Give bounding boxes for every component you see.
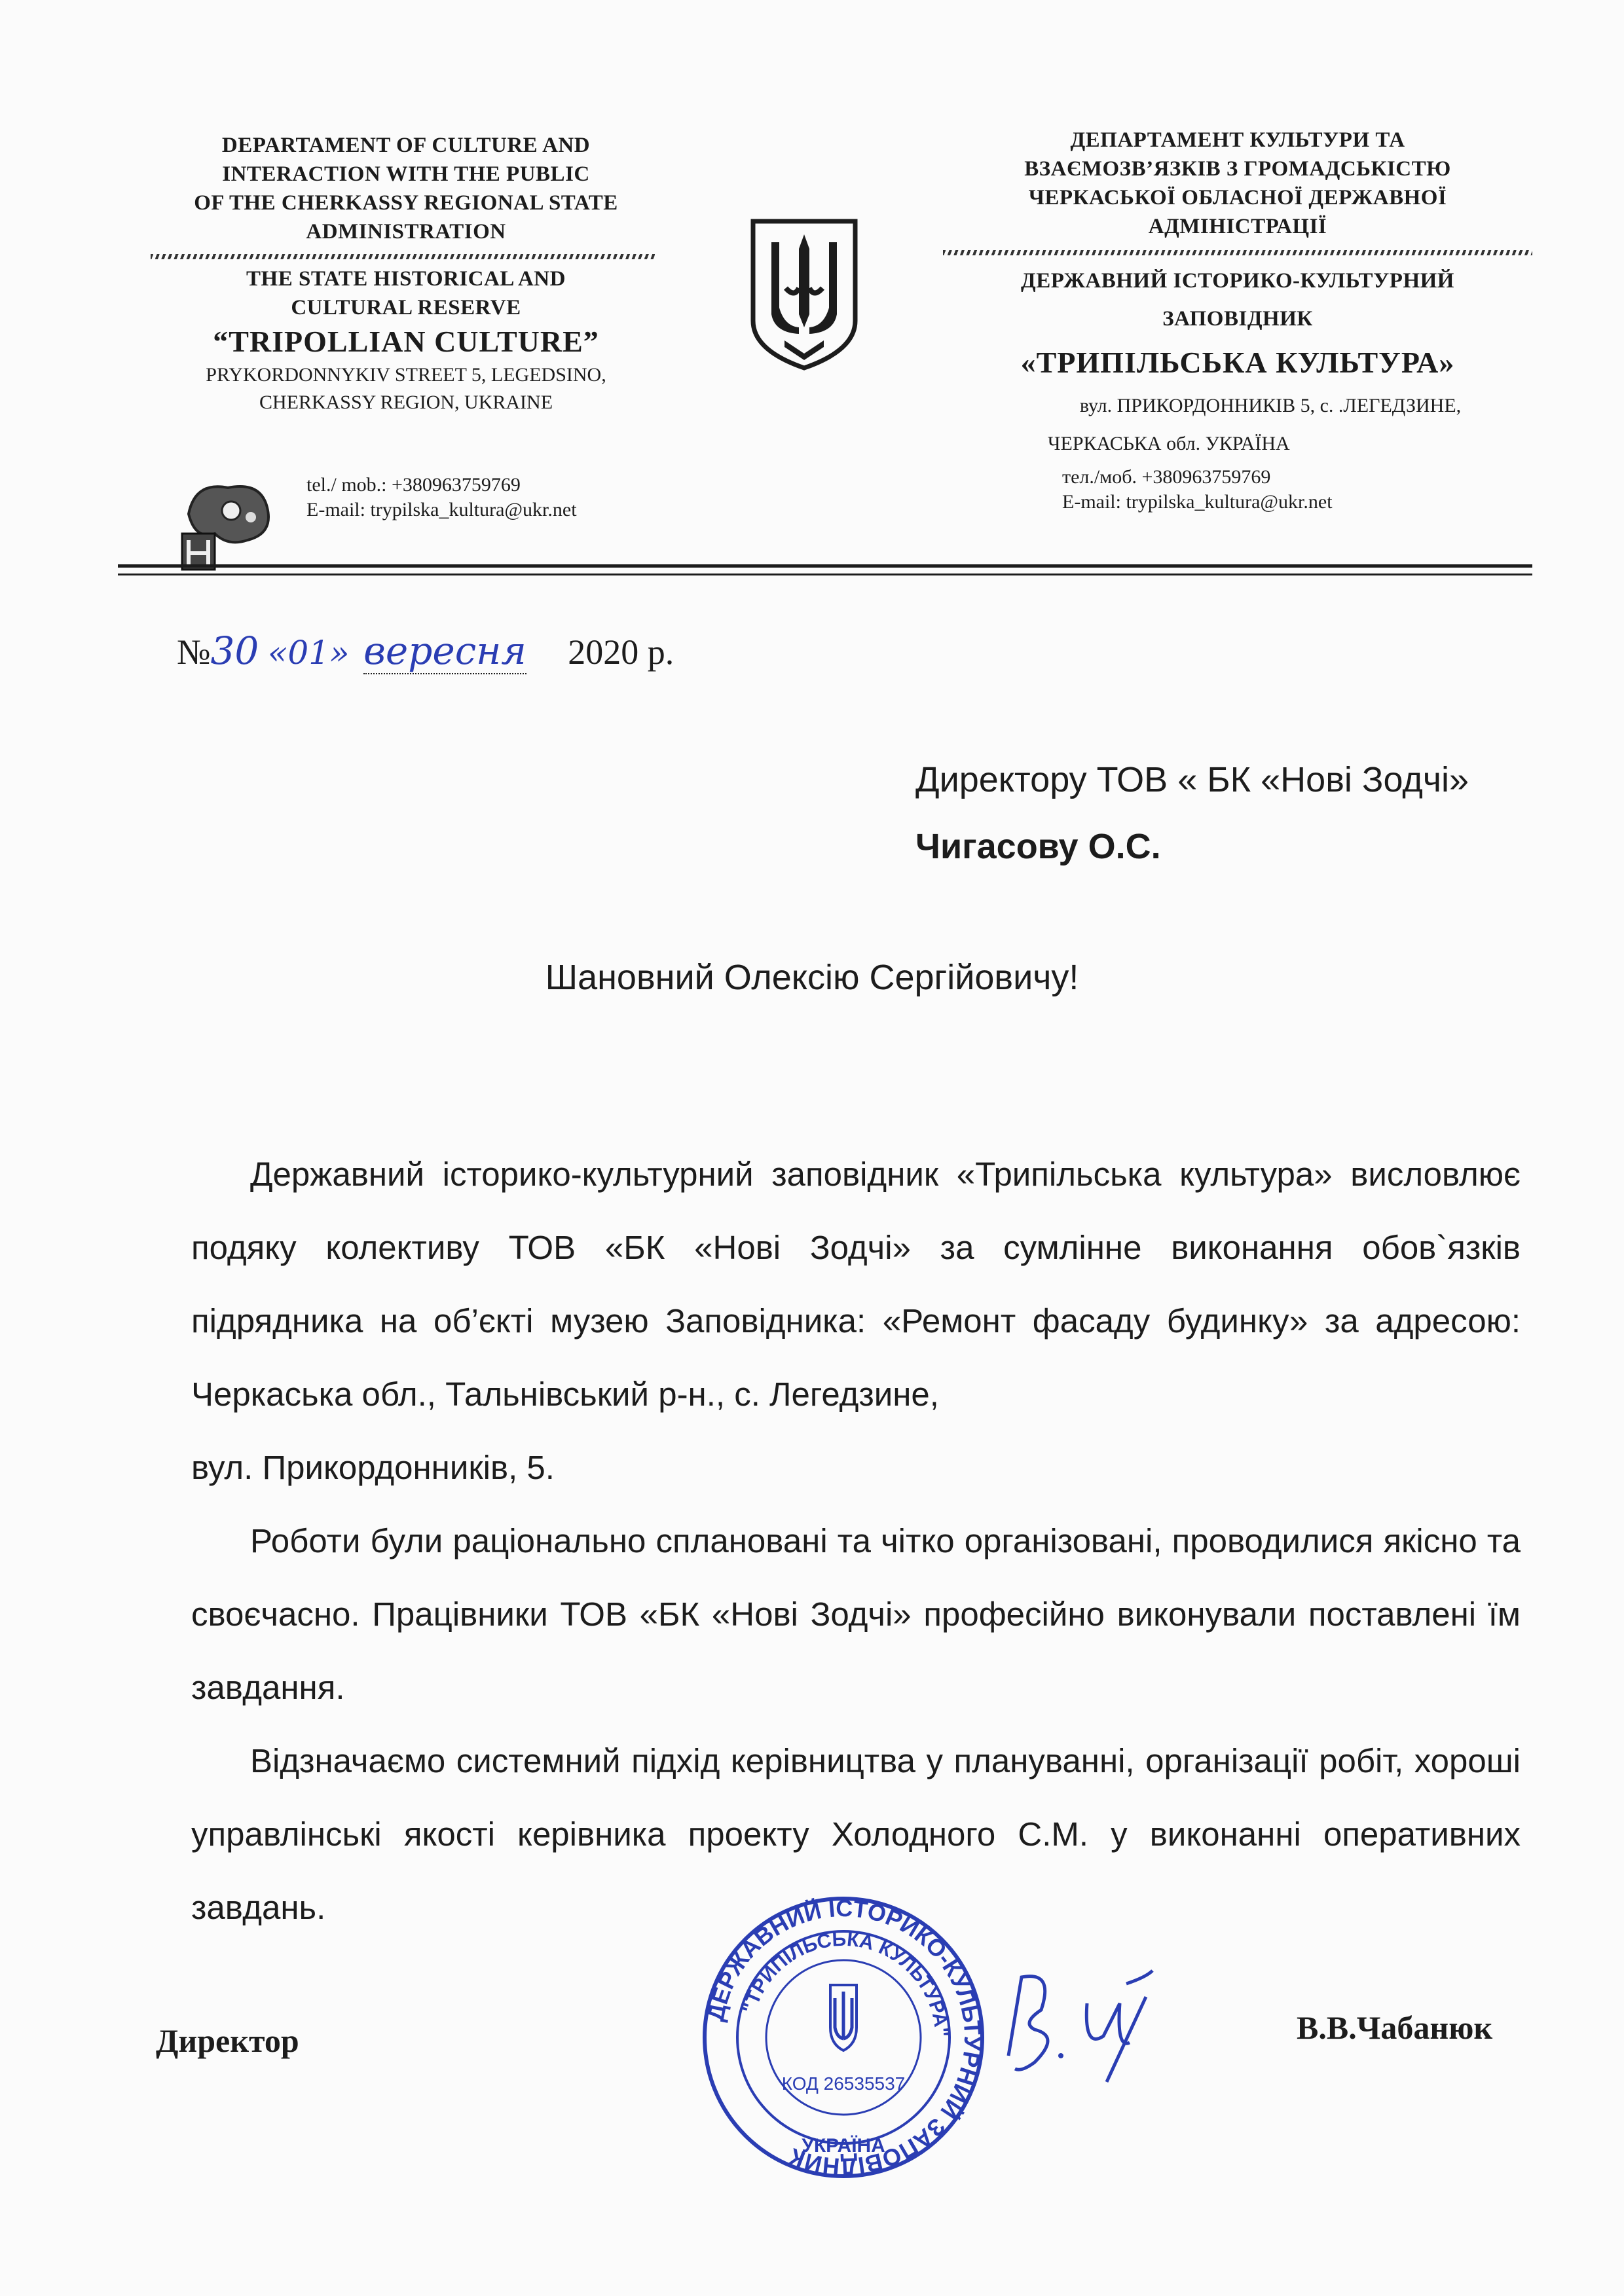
ref-no-label: № <box>177 632 211 672</box>
official-stamp <box>699 1893 987 2181</box>
trident-emblem-icon <box>745 216 863 373</box>
header-rule <box>118 564 1532 568</box>
signature-title: Директор <box>156 2022 299 2059</box>
contact-en <box>306 473 577 522</box>
salutation: Шановний Олексію Сергійовичу! <box>545 958 1079 997</box>
signature-name: В.В.Чабанюк <box>1297 2009 1493 2046</box>
addressee-line2: Чигасову О.С. <box>915 827 1161 866</box>
reserve-ua-2: ЗАПОВІДНИК <box>1162 307 1313 331</box>
header-rule-thin <box>118 574 1532 575</box>
ref-year: 2020 р. <box>568 632 674 672</box>
stamp-inner-text: "ТРИПІЛЬСЬКА КУЛЬТУРА" <box>738 1928 953 2037</box>
stamp-trident-icon <box>830 1985 857 2050</box>
dept-en-3: OF THE CHERKASSY REGIONAL STATE <box>194 191 618 215</box>
addressee-line1: Директору ТОВ « БК «Нові Зодчі» <box>915 760 1469 799</box>
email-en: E-mail: trypilska_kultura@ukr.net <box>306 499 577 520</box>
reserve-logo-icon <box>169 468 280 573</box>
dept-en-4: ADMINISTRATION <box>306 220 506 244</box>
letter-body <box>191 1138 1521 1944</box>
dept-ua-1: ДЕПАРТАМЕНТ КУЛЬТУРИ ТА <box>1070 128 1405 152</box>
dept-en-1: DEPARTAMENT OF CULTURE AND <box>221 134 591 157</box>
reference-line <box>177 629 674 674</box>
dept-ua-2: ВЗАЄМОЗВ’ЯЗКІВ З ГРОМАДСЬКІСТЮ <box>1024 157 1451 181</box>
ref-number: 30 <box>210 629 259 673</box>
address-ua-1: вул. ПРИКОРДОННИКІВ 5, с. .ЛЕГЕДЗИНЕ, <box>1079 395 1462 416</box>
header-en <box>118 131 694 416</box>
dept-en-2: INTERACTION WITH THE PUBLIC <box>222 162 590 186</box>
paragraph-1: Державний історико-культурний заповідник «Трипільська культура» висловлює подяку колективу ТОВ «БК «Нові Зодчі» за сумлінне виконання обов`язків підрядника на об’єкті музею Заповідника: «Ремонт фасаду будинку» за адресою: Черкаська обл., Тальнівський р-н., с. Легедзине, <box>191 1156 1521 1413</box>
ref-day: «01» <box>267 634 350 672</box>
divider-ua <box>943 250 1532 255</box>
reserve-name-ua: «ТРИПІЛЬСЬКА КУЛЬТУРА» <box>1020 346 1455 379</box>
contact-ua <box>1062 465 1333 515</box>
stamp-code: КОД 26535537 <box>781 2073 906 2094</box>
reserve-name-en: “TRIPOLLIAN CULTURE” <box>213 325 599 358</box>
header-ua <box>943 126 1532 464</box>
reserve-en-2: CULTURAL RESERVE <box>291 296 521 319</box>
phone-en: tel./ mob.: +380963759769 <box>306 474 521 496</box>
phone-ua: тел./моб. +380963759769 <box>1062 466 1271 488</box>
dept-ua-3: ЧЕРКАСЬКОЇ ОБЛАСНОЇ ДЕРЖАВНОЇ <box>1028 186 1447 210</box>
address-ua-2: ЧЕРКАСЬКА обл. УКРАЇНА <box>1048 433 1290 454</box>
reserve-ua-1: ДЕРЖАВНИЙ ІСТОРИКО-КУЛЬТУРНИЙ <box>1021 269 1454 293</box>
paragraph-2: Роботи були раціонально сплановані та чітко організовані, проводилися якісно та своєчасно. Працівники ТОВ «БК «Нові Зодчі» професійно виконували поставлені їм завдання. <box>191 1522 1521 1706</box>
email-ua: E-mail: trypilska_kultura@ukr.net <box>1062 491 1333 513</box>
divider-en <box>151 254 655 259</box>
stamp-outer-text: ДЕРЖАВНИЙ ІСТОРИКО-КУЛЬТУРНИЙ ЗАПОВІДНИК <box>701 1894 987 2181</box>
stamp-country: УКРАЇНА <box>802 2135 885 2157</box>
paragraph-3: Відзначаємо системний підхід керівництва у плануванні, організації робіт, хороші управлінські якості керівника проекту Холодного С.М. у виконанні оперативних завдань. <box>191 1742 1521 1926</box>
reserve-en-1: THE STATE HISTORICAL AND <box>246 267 566 291</box>
address-en-2: CHERKASSY REGION, UKRAINE <box>259 392 553 413</box>
ref-month: вересня <box>363 629 526 673</box>
paragraph-1-street: вул. Прикордонників, 5. <box>191 1449 555 1486</box>
handwritten-signature <box>995 1958 1205 2088</box>
dept-ua-4: АДМІНІСТРАЦІЇ <box>1148 215 1327 238</box>
address-en-1: PRYKORDONNYKIV STREET 5, LEGEDSINO, <box>206 364 606 386</box>
